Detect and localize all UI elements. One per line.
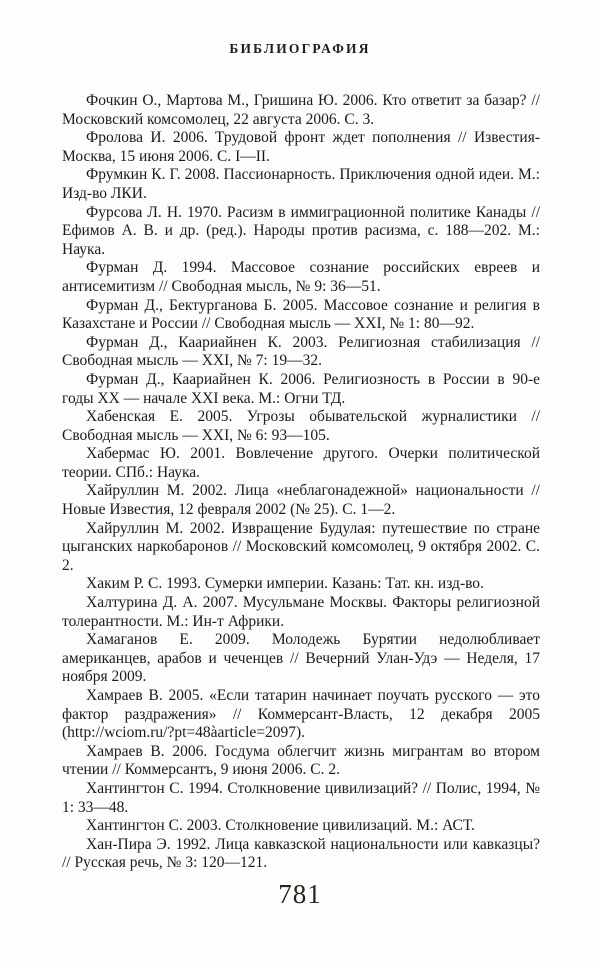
bibliography-entry: Фочкин О., Мартова М., Гришина Ю. 2006. Кто ответит за базар? // Московский комсомолец, 22 августа 2006. С. 3. [62,92,540,128]
bibliography-entry: Хамраев В. 2006. Госдума облегчит жизнь мигрантам во втором чтении // Коммерсантъ, 9 июня 2006. С. 2. [62,742,540,779]
bibliography-entry: Фурсова Л. Н. 1970. Расизм в иммиграционной политике Канады // Ефимов А. В. и др. (ред.). Народы против расизма, с. 188—202. М.: Наука. [62,203,540,258]
bibliography-entry: Хамаганов Е. 2009. Молодежь Бурятии недолюбливает американцев, арабов и чеченцев // Вечерний Улан-Удэ — Неделя, 17 ноября 2009. [62,631,540,686]
bibliography-entry: Фурман Д. 1994. Массовое сознание российских евреев и антисемитизм // Свободная мысль, № 9: 36—51. [62,259,540,295]
bibliography-entry: Хан-Пира Э. 1992. Лица кавказской национальности или кавказцы? // Русская речь, № 3: 120—121. [62,835,540,872]
page-header: БИБЛИОГРАФИЯ [229,41,371,56]
bibliography-entry: Фурман Д., Бектурганова Б. 2005. Массовое сознание и религия в Казахстане и России // Свободная мысль — XXI, № 1: 80—92. [62,296,540,333]
bibliography-entry: Фролова И. 2006. Трудовой фронт ждет пополнения // Известия-Москва, 15 июня 2006. С. I—II. [62,129,540,165]
bibliography-entry: Халтурина Д. А. 2007. Мусульмане Москвы. Факторы религиозной толерантности. М.: Ин-т Африки. [62,594,540,630]
bibliography-list [62,92,540,873]
bibliography-entry: Хантингтон С. 1994. Столкновение цивилизаций? // Полис, 1994, № 1: 33—48. [62,779,540,816]
bibliography-entry: Фрумкин К. Г. 2008. Пассионарность. Приключения одной идеи. М.: Изд-во ЛКИ. [62,166,540,202]
bibliography-entry: Хайруллин М. 2002. Извращение Будулая: путешествие по стране цыганских наркобаронов // Московский комсомолец, 9 октября 2002. С. 2. [62,519,540,574]
bibliography-entry: Хабермас Ю. 2001. Вовлечение другого. Очерки политической теории. СПб.: Наука. [62,445,540,481]
bibliography-entry: Фурман Д., Каариайнен К. 2006. Религиозность в России в 90-е годы XX — начале XXI века. М.: Огни ТД. [62,370,540,407]
bibliography-entry: Фурман Д., Каариайнен К. 2003. Религиозная стабилизация // Свободная мысль — XXI, № 7: 19—32. [62,333,540,370]
bibliography-entry: Хайруллин М. 2002. Лица «неблагонадежной» национальности // Новые Известия, 12 февраля 2002 (№ 25). С. 1—2. [62,482,540,519]
bibliography-entry: Хамраев В. 2005. «Если татарин начинает поучать русского — это фактор раздражения» // Коммерсант-Власть, 12 декабря 2005 (http://wciom.ru/?pt=48àarticle=2097). [62,687,540,742]
bibliography-entry: Хантингтон С. 2003. Столкновение цивилизаций. М.: АСТ. [86,817,475,835]
page-number: 781 [278,879,322,909]
bibliography-entry: Хабенская Е. 2005. Угрозы обывательской журналистики // Свободная мысль — XXI, № 6: 93—105. [62,408,540,444]
bibliography-entry: Хаким Р. С. 1993. Сумерки империи. Казань: Тат. кн. изд-во. [86,575,484,593]
